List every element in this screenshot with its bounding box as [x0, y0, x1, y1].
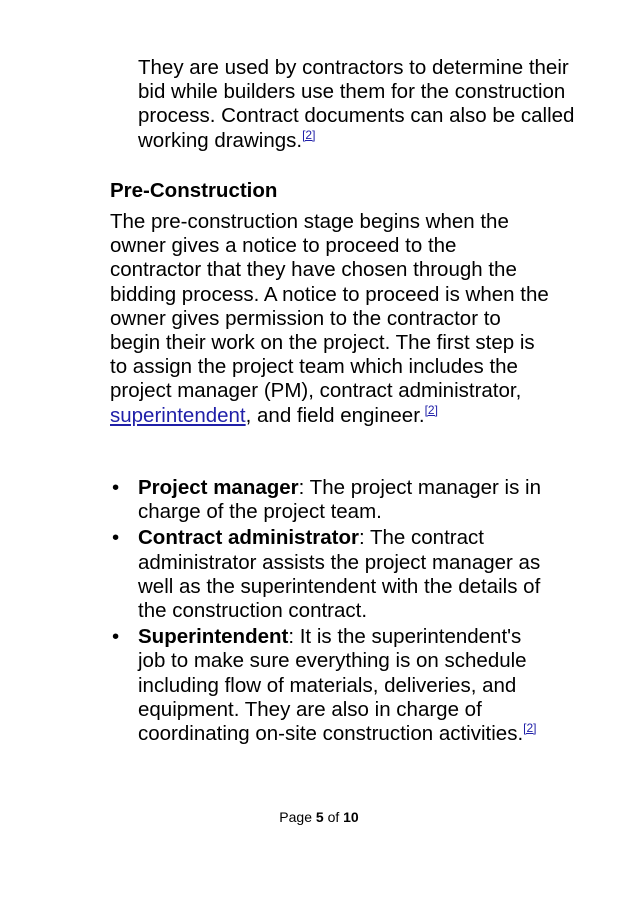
total-pages-number: 10 — [343, 809, 359, 825]
list-item — [110, 526, 550, 623]
bullet-term: Project manager — [138, 476, 299, 499]
bullet-description: : It is the superintendent's job to make sure everything is on schedule including flow of materials, deliveries, and equipment. They are also in charge of coordinating on-site construction activities. — [138, 625, 527, 746]
bullet-description: : The project manager is in charge of the project team. — [138, 476, 541, 524]
bullet-icon: • — [112, 476, 120, 499]
bullet-term: Contract administrator — [138, 526, 359, 550]
section-heading: Pre-Construction — [110, 179, 278, 202]
body-paragraph — [110, 210, 550, 428]
continued-paragraph-text: They are used by contractors to determine their bid while builders use them for the construction process. Contract documents can also be called working drawings. — [138, 56, 575, 152]
body-text-after-link: , and field engineer. — [245, 403, 425, 427]
of-label: of — [327, 809, 340, 825]
bullet-icon: • — [112, 625, 120, 649]
current-page-number: 5 — [315, 809, 324, 825]
citation-link[interactable]: [2] — [424, 402, 438, 417]
bullet-icon: • — [112, 526, 120, 550]
bullet-description: : The contract administrator assists the project manager as well as the superintendent with the details of the construction contract. — [138, 526, 541, 623]
list-item — [110, 625, 550, 746]
page-footer — [0, 808, 638, 826]
continued-paragraph — [138, 56, 578, 153]
page-label: Page — [279, 809, 312, 825]
superintendent-link[interactable]: superintendent — [110, 403, 246, 427]
citation-link[interactable]: [2] — [302, 127, 316, 142]
body-text-before-link: The pre-construction stage begins when the owner gives a notice to proceed to the contractor that they have chosen through the bidding process. A notice to proceed is when the owner gives permission to the contractor to begin their work on the project. The first step is to assign the project team which includes the project manager (PM), contract administrator, — [110, 210, 549, 403]
role-bullet-list — [110, 476, 550, 748]
citation-link[interactable]: [2] — [523, 721, 537, 736]
list-item — [110, 476, 550, 524]
bullet-term: Superintendent — [138, 625, 289, 649]
